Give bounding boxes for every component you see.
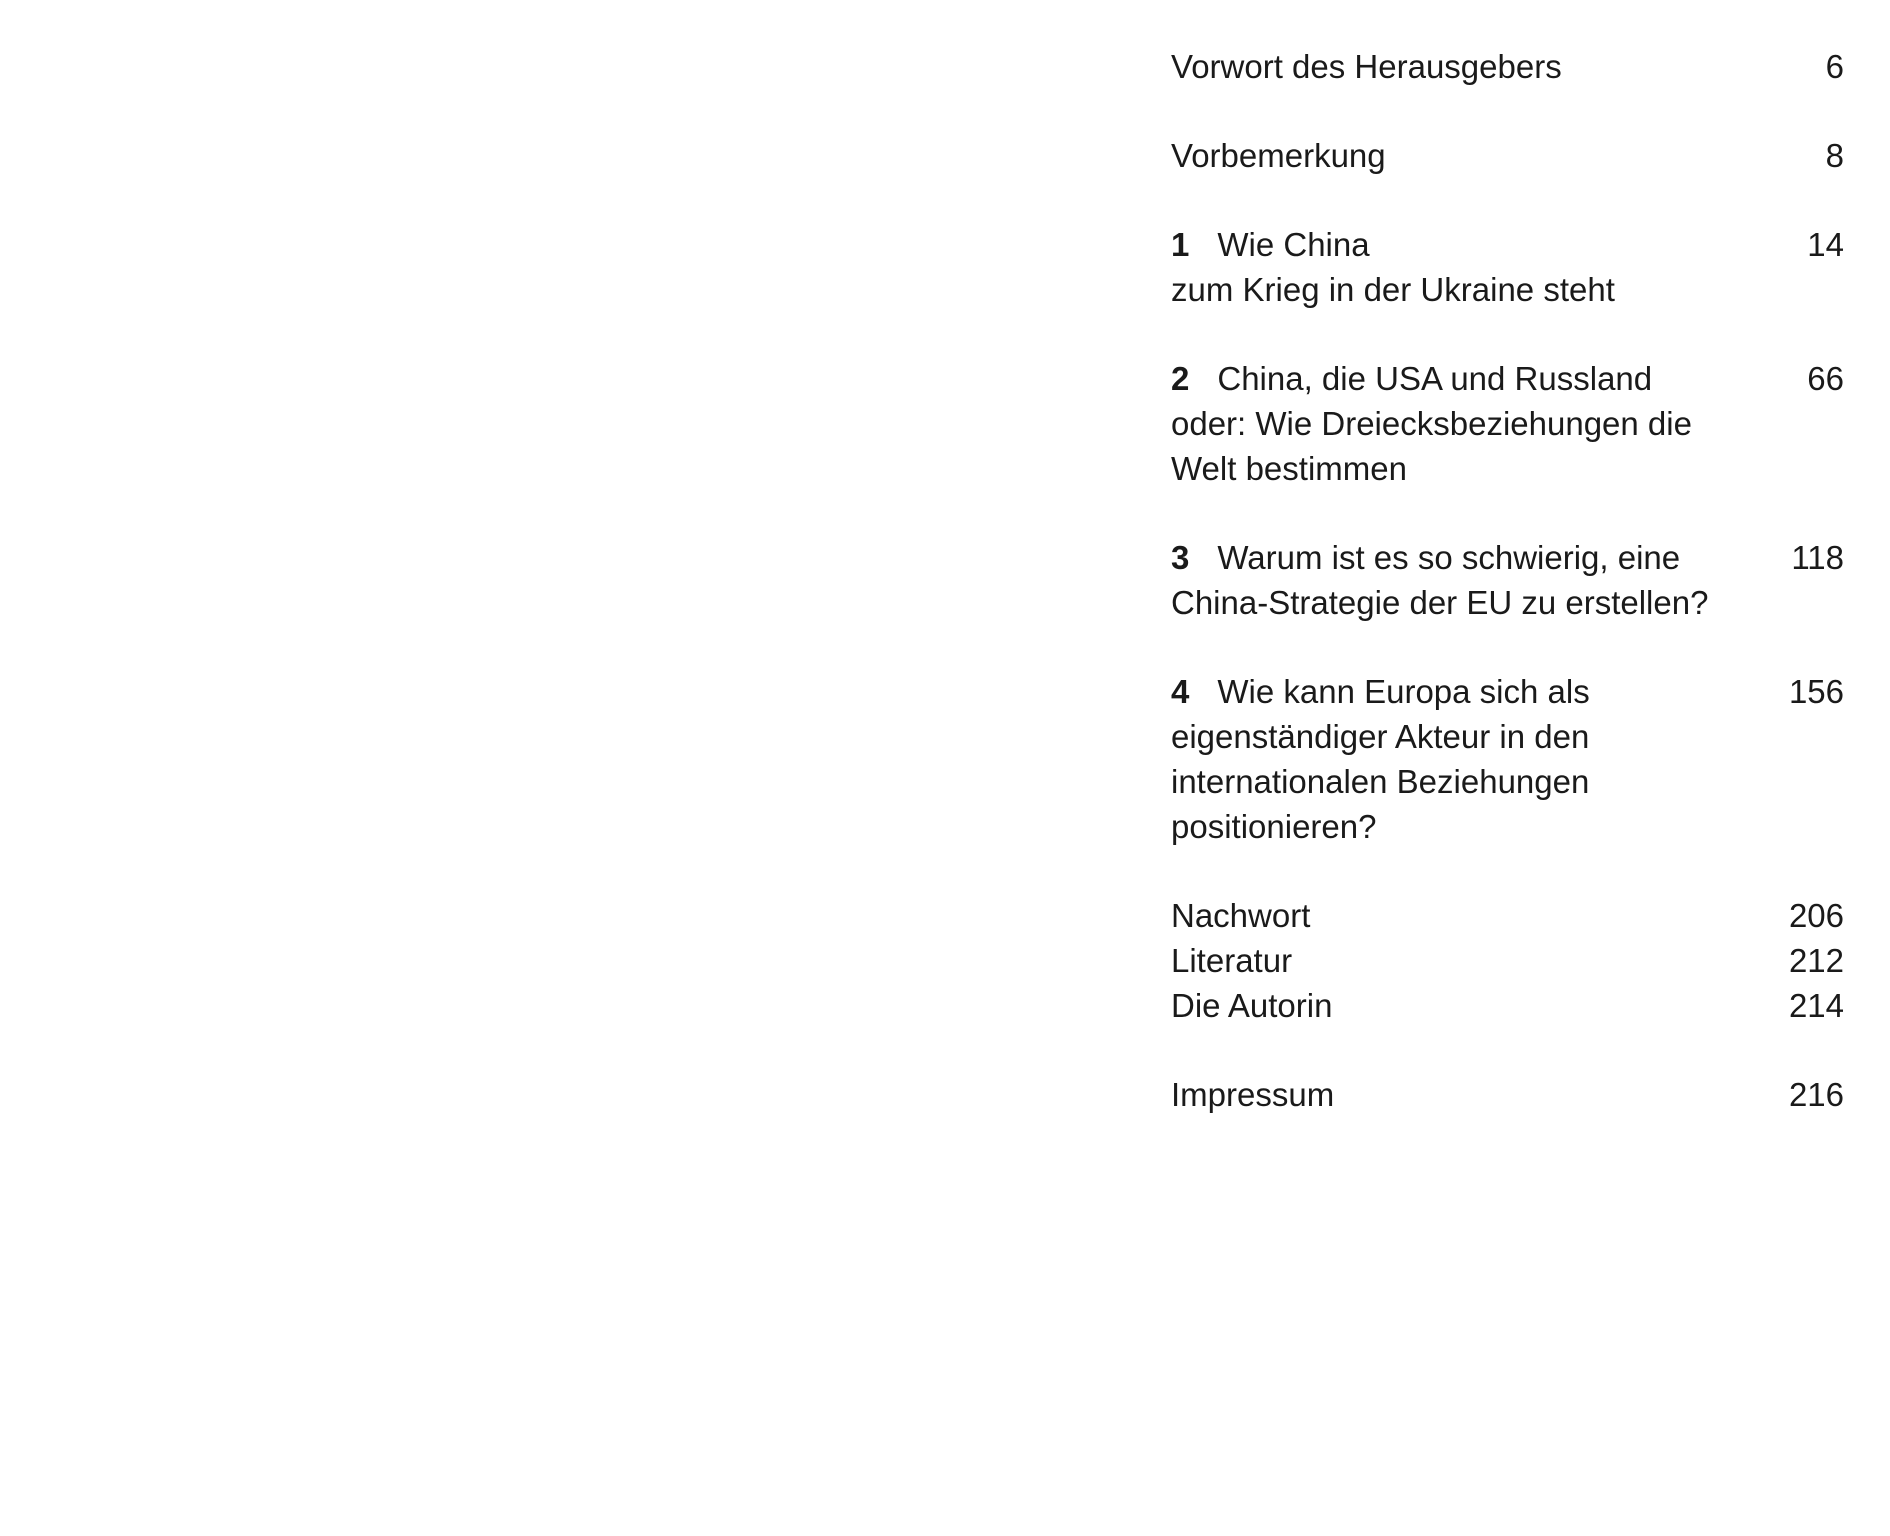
toc-entry-title: Wie kann Europa sich als eigenständiger Akteur in den internationalen Beziehungen positionieren? [1171,673,1590,845]
toc-entry-page: 118 [1791,539,1844,576]
toc-entry-page: 8 [1825,137,1844,174]
toc-entry-literatur[interactable] [1171,938,1844,983]
toc-entry-page: 212 [1788,942,1844,979]
toc-entry-page: 66 [1807,360,1844,397]
toc-entry-title: Nachwort [1171,897,1311,934]
chapter-number: 4 [1171,673,1190,710]
toc-entry-title: Impressum [1171,1076,1335,1113]
toc-entry-vorbemerkung[interactable] [1171,133,1844,178]
toc-entry-title: Literatur [1171,942,1293,979]
toc-entry-vorwort[interactable] [1171,44,1844,89]
toc-entry-chapter-4[interactable] [1171,669,1844,849]
chapter-number: 2 [1171,360,1190,397]
toc-entry-title: China, die USA und Russland oder: Wie Dreiecksbeziehungen die Welt bestimmen [1171,360,1692,487]
toc-entry-title: Vorbemerkung [1171,137,1386,174]
toc-entry-title: Vorwort des Herausgebers [1171,48,1562,85]
toc-entry-chapter-3[interactable] [1171,535,1844,625]
toc-entry-chapter-1[interactable] [1171,222,1844,312]
toc-entry-title: Wie China zum Krieg in der Ukraine steht [1171,226,1615,308]
toc-entry-chapter-2[interactable] [1171,356,1844,491]
chapter-number: 1 [1171,226,1190,263]
toc-entry-page: 6 [1825,48,1844,85]
toc-entry-page: 214 [1788,987,1844,1024]
chapter-number: 3 [1171,539,1190,576]
toc-entry-page: 216 [1788,1076,1844,1113]
toc-entry-autorin[interactable] [1171,983,1844,1028]
toc-entry-title: Die Autorin [1171,987,1333,1024]
toc-entry-page: 206 [1788,897,1844,934]
toc-entry-page: 14 [1807,226,1844,263]
toc-entry-page: 156 [1788,673,1844,710]
toc-entry-nachwort[interactable] [1171,893,1844,938]
toc-entry-title: Warum ist es so schwierig, eine China-Strategie der EU zu erstellen? [1171,539,1709,621]
toc-entry-impressum[interactable] [1171,1072,1844,1117]
table-of-contents [1171,44,1844,1117]
